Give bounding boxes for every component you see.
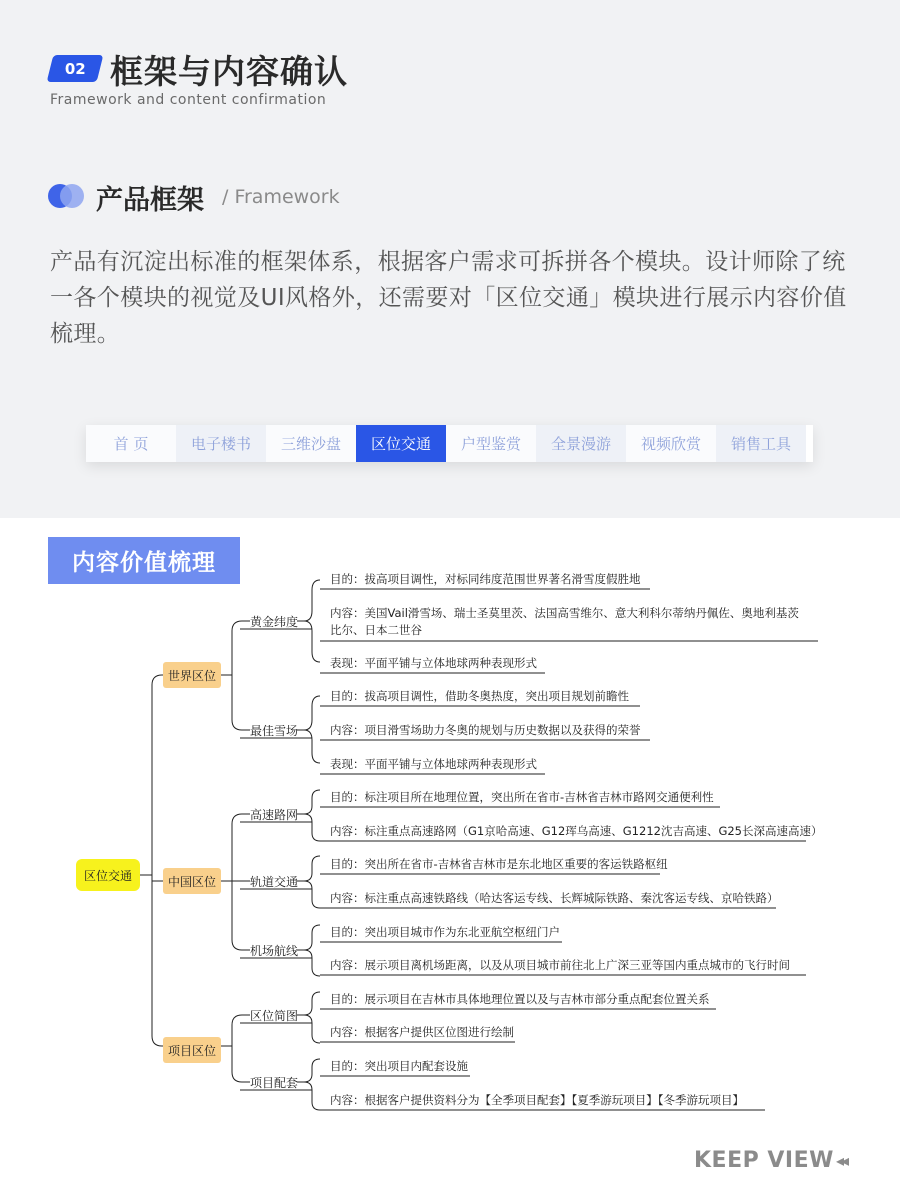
leaf: 内容：展示项目离机场距离，以及从项目城市前往北上广深三亚等国内重点城市的飞行时间 xyxy=(330,958,790,972)
rewind-arrows-icon: ◂◂ xyxy=(836,1151,847,1170)
leaf: 目的：拔高项目调性，借助冬奥热度，突出项目规划前瞻性 xyxy=(330,689,629,703)
sub-airport-routes: 机场航线 xyxy=(250,944,299,958)
module-nav xyxy=(86,425,813,462)
leaf: 目的：展示项目在吉林市具体地理位置以及与吉林市部分重点配套位置关系 xyxy=(330,992,710,1006)
leaf: 内容：根据客户提供资料分为【全季项目配套】【夏季游玩项目】【冬季游玩项目】 xyxy=(330,1093,744,1107)
section-number: 02 xyxy=(64,59,86,78)
leaf: 内容：标注重点高速铁路线（哈达客运专线、长辉城际铁路、秦沈客运专线、京哈铁路） xyxy=(330,891,779,905)
content-value-label: 内容价值梳理 xyxy=(48,537,240,584)
mind-map-connectors xyxy=(0,560,900,1130)
sub-best-ski-resort: 最佳雪场 xyxy=(250,724,299,738)
leaf: 目的：突出项目城市作为东北亚航空枢纽门户 xyxy=(330,925,560,939)
tab-location-traffic[interactable]: 区位交通 xyxy=(356,425,446,462)
section-subtitle: Framework and content confirmation xyxy=(50,92,327,108)
framework-description: 产品有沉淀出标准的框架体系，根据客户需求可拆拼各个模块。设计师除了统一各个模块的视觉及UI风格外，还需要对「区位交通」模块进行展示内容价值梳理。 xyxy=(50,249,847,347)
brand-logo-text: KEEP VIEW xyxy=(694,1148,834,1173)
branch-world-location: 世界区位 xyxy=(163,662,221,688)
leaf: 内容：标注重点高速路网（G1京哈高速、G12珲乌高速、G1212沈吉高速、G25长深高速高速） xyxy=(330,824,823,838)
circles-icon xyxy=(48,184,86,208)
mindmap-root: 区位交通 xyxy=(76,859,140,891)
leaf: 表现：平面平铺与立体地球两种表现形式 xyxy=(330,757,537,771)
tab-panorama[interactable]: 全景漫游 xyxy=(536,425,626,462)
branch-project-location: 项目区位 xyxy=(163,1037,221,1063)
leaf: 内容：美国Vail滑雪场、瑞士圣莫里茨、法国高雪维尔、意大利科尔蒂纳丹佩佐、奥地利基茨比尔、日本二世谷 xyxy=(330,606,799,637)
sub-project-amenities: 项目配套 xyxy=(250,1076,299,1090)
sub-rail-transit: 轨道交通 xyxy=(250,875,299,889)
branch-china-location: 中国区位 xyxy=(163,868,221,894)
tab-floor-plans[interactable]: 户型鉴赏 xyxy=(446,425,536,462)
leaf: 目的：突出项目内配套设施 xyxy=(330,1059,468,1073)
sub-highway-network: 高速路网 xyxy=(250,808,299,822)
tab-home[interactable]: 首 页 xyxy=(86,425,176,462)
leaf: 内容：项目滑雪场助力冬奥的规划与历史数据以及获得的荣誉 xyxy=(330,723,641,737)
sub-location-sketch: 区位简图 xyxy=(250,1009,299,1023)
leaf: 目的：拔高项目调性，对标同纬度范围世界著名滑雪度假胜地 xyxy=(330,572,641,586)
mind-map xyxy=(0,560,900,1130)
leaf: 内容：根据客户提供区位图进行绘制 xyxy=(330,1025,514,1039)
framework-subtitle: / Framework xyxy=(222,186,340,208)
leaf: 目的：突出所在省市-吉林省吉林市是东北地区重要的客运铁路枢纽 xyxy=(330,857,668,871)
leaf: 表现：平面平铺与立体地球两种表现形式 xyxy=(330,656,537,670)
leaf: 目的：标注项目所在地理位置，突出所在省市-吉林省吉林市路网交通便利性 xyxy=(330,790,714,804)
sub-golden-latitude: 黄金纬度 xyxy=(250,615,299,629)
tab-videos[interactable]: 视频欣赏 xyxy=(626,425,716,462)
section-number-badge xyxy=(47,55,104,82)
tab-sales-tools[interactable]: 销售工具 xyxy=(716,425,806,462)
tab-3d-sandbox[interactable]: 三维沙盘 xyxy=(266,425,356,462)
section-title: 框架与内容确认 xyxy=(110,52,348,91)
tab-e-brochure[interactable]: 电子楼书 xyxy=(176,425,266,462)
framework-title: 产品框架 xyxy=(96,185,204,216)
